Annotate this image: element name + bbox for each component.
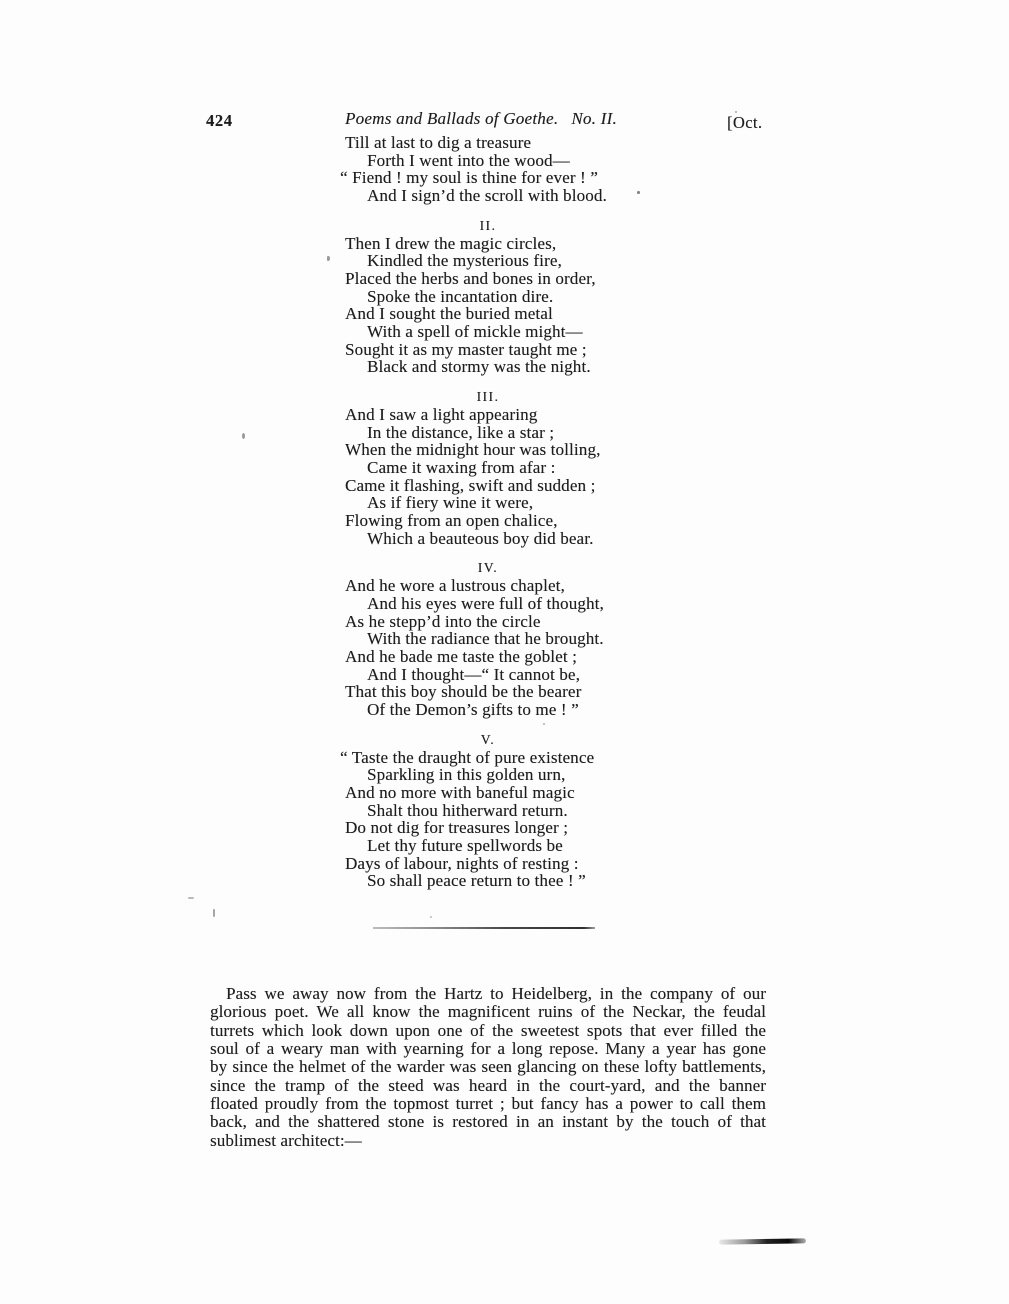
prose-line: Pass we away now from the Hartz to Heidelberg, in the company of our bbox=[226, 984, 766, 1003]
poem-stanza bbox=[345, 388, 631, 547]
ink-speck bbox=[327, 256, 330, 261]
date-mark: [Oct. bbox=[727, 113, 763, 132]
prose-paragraph bbox=[210, 985, 766, 1150]
poem-stanza bbox=[345, 217, 631, 376]
poem-line: And he wore a lustrous chaplet, bbox=[345, 576, 565, 596]
prose-line: soul of a weary man with yearning for a long repose. Many a year has gone bbox=[210, 1039, 766, 1059]
poem-line: As if fiery wine it were, bbox=[367, 493, 534, 513]
ink-speck bbox=[188, 897, 194, 899]
prose-line: since the tramp of the steed was heard in the court-yard, and the banner bbox=[210, 1075, 766, 1095]
running-title bbox=[345, 109, 631, 129]
poem-line: Spoke the incantation dire. bbox=[367, 286, 554, 306]
page-number: 424 bbox=[206, 111, 233, 130]
stanza-heading: IV. bbox=[477, 560, 499, 576]
poem-line: Then I drew the magic circles, bbox=[345, 233, 557, 253]
prose-line: floated proudly from the topmost turret ; but fancy has a power to call them bbox=[210, 1094, 766, 1114]
poem-line: “ Fiend ! my soul is thine for ever ! ” bbox=[340, 168, 598, 188]
poem-line: Sparkling in this golden urn, bbox=[367, 765, 566, 785]
ink-speck bbox=[543, 723, 545, 725]
poem-line: So shall peace return to thee ! ” bbox=[367, 871, 586, 891]
poem-line: Kindled the mysterious fire, bbox=[367, 251, 562, 271]
prose-line: glorious poet. We all know the magnificent ruins of the Neckar, the feudal bbox=[210, 1002, 766, 1022]
ink-smudge bbox=[719, 1238, 806, 1244]
poem-line: That this boy should be the bearer bbox=[345, 682, 582, 702]
stanza-heading: V. bbox=[480, 731, 496, 747]
running-title-text: Poems and Ballads of Goethe. bbox=[345, 109, 559, 128]
ink-speck bbox=[213, 909, 215, 917]
poem-line: Do not dig for treasures longer ; bbox=[345, 818, 569, 838]
ink-speck bbox=[242, 433, 245, 439]
poem-line: “ Taste the draught of pure existence bbox=[340, 747, 595, 767]
poem-line: Let thy future spellwords be bbox=[367, 836, 563, 856]
prose-line: sublimest architect:— bbox=[210, 1130, 362, 1150]
poem-stanza bbox=[345, 559, 631, 718]
poem-line: And I thought—“ It cannot be, bbox=[367, 664, 581, 684]
poem-line: Sought it as my master taught me ; bbox=[345, 339, 587, 359]
ink-speck bbox=[735, 111, 737, 113]
poem-stanza bbox=[340, 731, 631, 891]
poem-stanza bbox=[340, 133, 631, 206]
poem-line: Came it flashing, swift and sudden ; bbox=[345, 475, 596, 495]
poem-line: And I sought the buried metal bbox=[345, 304, 553, 324]
poem-line: And I sign’d the scroll with blood. bbox=[367, 186, 607, 206]
poem-line: Forth I went into the wood— bbox=[367, 150, 570, 170]
poem-line: Black and stormy was the night. bbox=[367, 357, 591, 377]
poem-line: Till at last to dig a treasure bbox=[345, 133, 532, 152]
poem-line: Which a beauteous boy did bear. bbox=[367, 528, 594, 548]
poem-line: And his eyes were full of thought, bbox=[367, 593, 604, 613]
poem-line: Of the Demon’s gifts to me ! ” bbox=[367, 700, 579, 720]
poem-line: Came it waxing from afar : bbox=[367, 457, 556, 477]
poem-line: In the distance, like a star ; bbox=[367, 422, 555, 442]
prose-line: turrets which look down upon one of the sweetest spots that ever filled the bbox=[210, 1020, 766, 1040]
poem-line: And he bade me taste the goblet ; bbox=[345, 646, 578, 666]
poem-line: Shalt thou hitherward return. bbox=[367, 800, 568, 820]
poem-line: When the midnight hour was tolling, bbox=[345, 440, 601, 460]
prose-line: by since the helmet of the warder was seen glancing on these lofty battlements, bbox=[210, 1057, 766, 1077]
stanza-heading: II. bbox=[479, 217, 497, 233]
running-title-issue: No. II. bbox=[571, 109, 618, 128]
poem-line: As he stepp’d into the circle bbox=[345, 611, 541, 631]
poem-line: Flowing from an open chalice, bbox=[345, 511, 558, 531]
poem-line: Days of labour, nights of resting : bbox=[345, 853, 579, 873]
prose-line: back, and the shattered stone is restored in an instant by the touch of that bbox=[210, 1112, 766, 1132]
stanza-heading: III. bbox=[476, 389, 500, 405]
poem-line: Placed the herbs and bones in order, bbox=[345, 268, 596, 288]
poem-line: With the radiance that he brought. bbox=[367, 629, 604, 649]
poem-line: And I saw a light appearing bbox=[345, 404, 538, 424]
poem-line: And no more with baneful magic bbox=[345, 782, 575, 802]
ink-speck bbox=[637, 191, 640, 194]
poem-line: With a spell of mickle might— bbox=[367, 322, 583, 342]
section-divider-rule bbox=[373, 927, 595, 929]
poem bbox=[340, 133, 631, 891]
ink-speck bbox=[430, 916, 432, 918]
